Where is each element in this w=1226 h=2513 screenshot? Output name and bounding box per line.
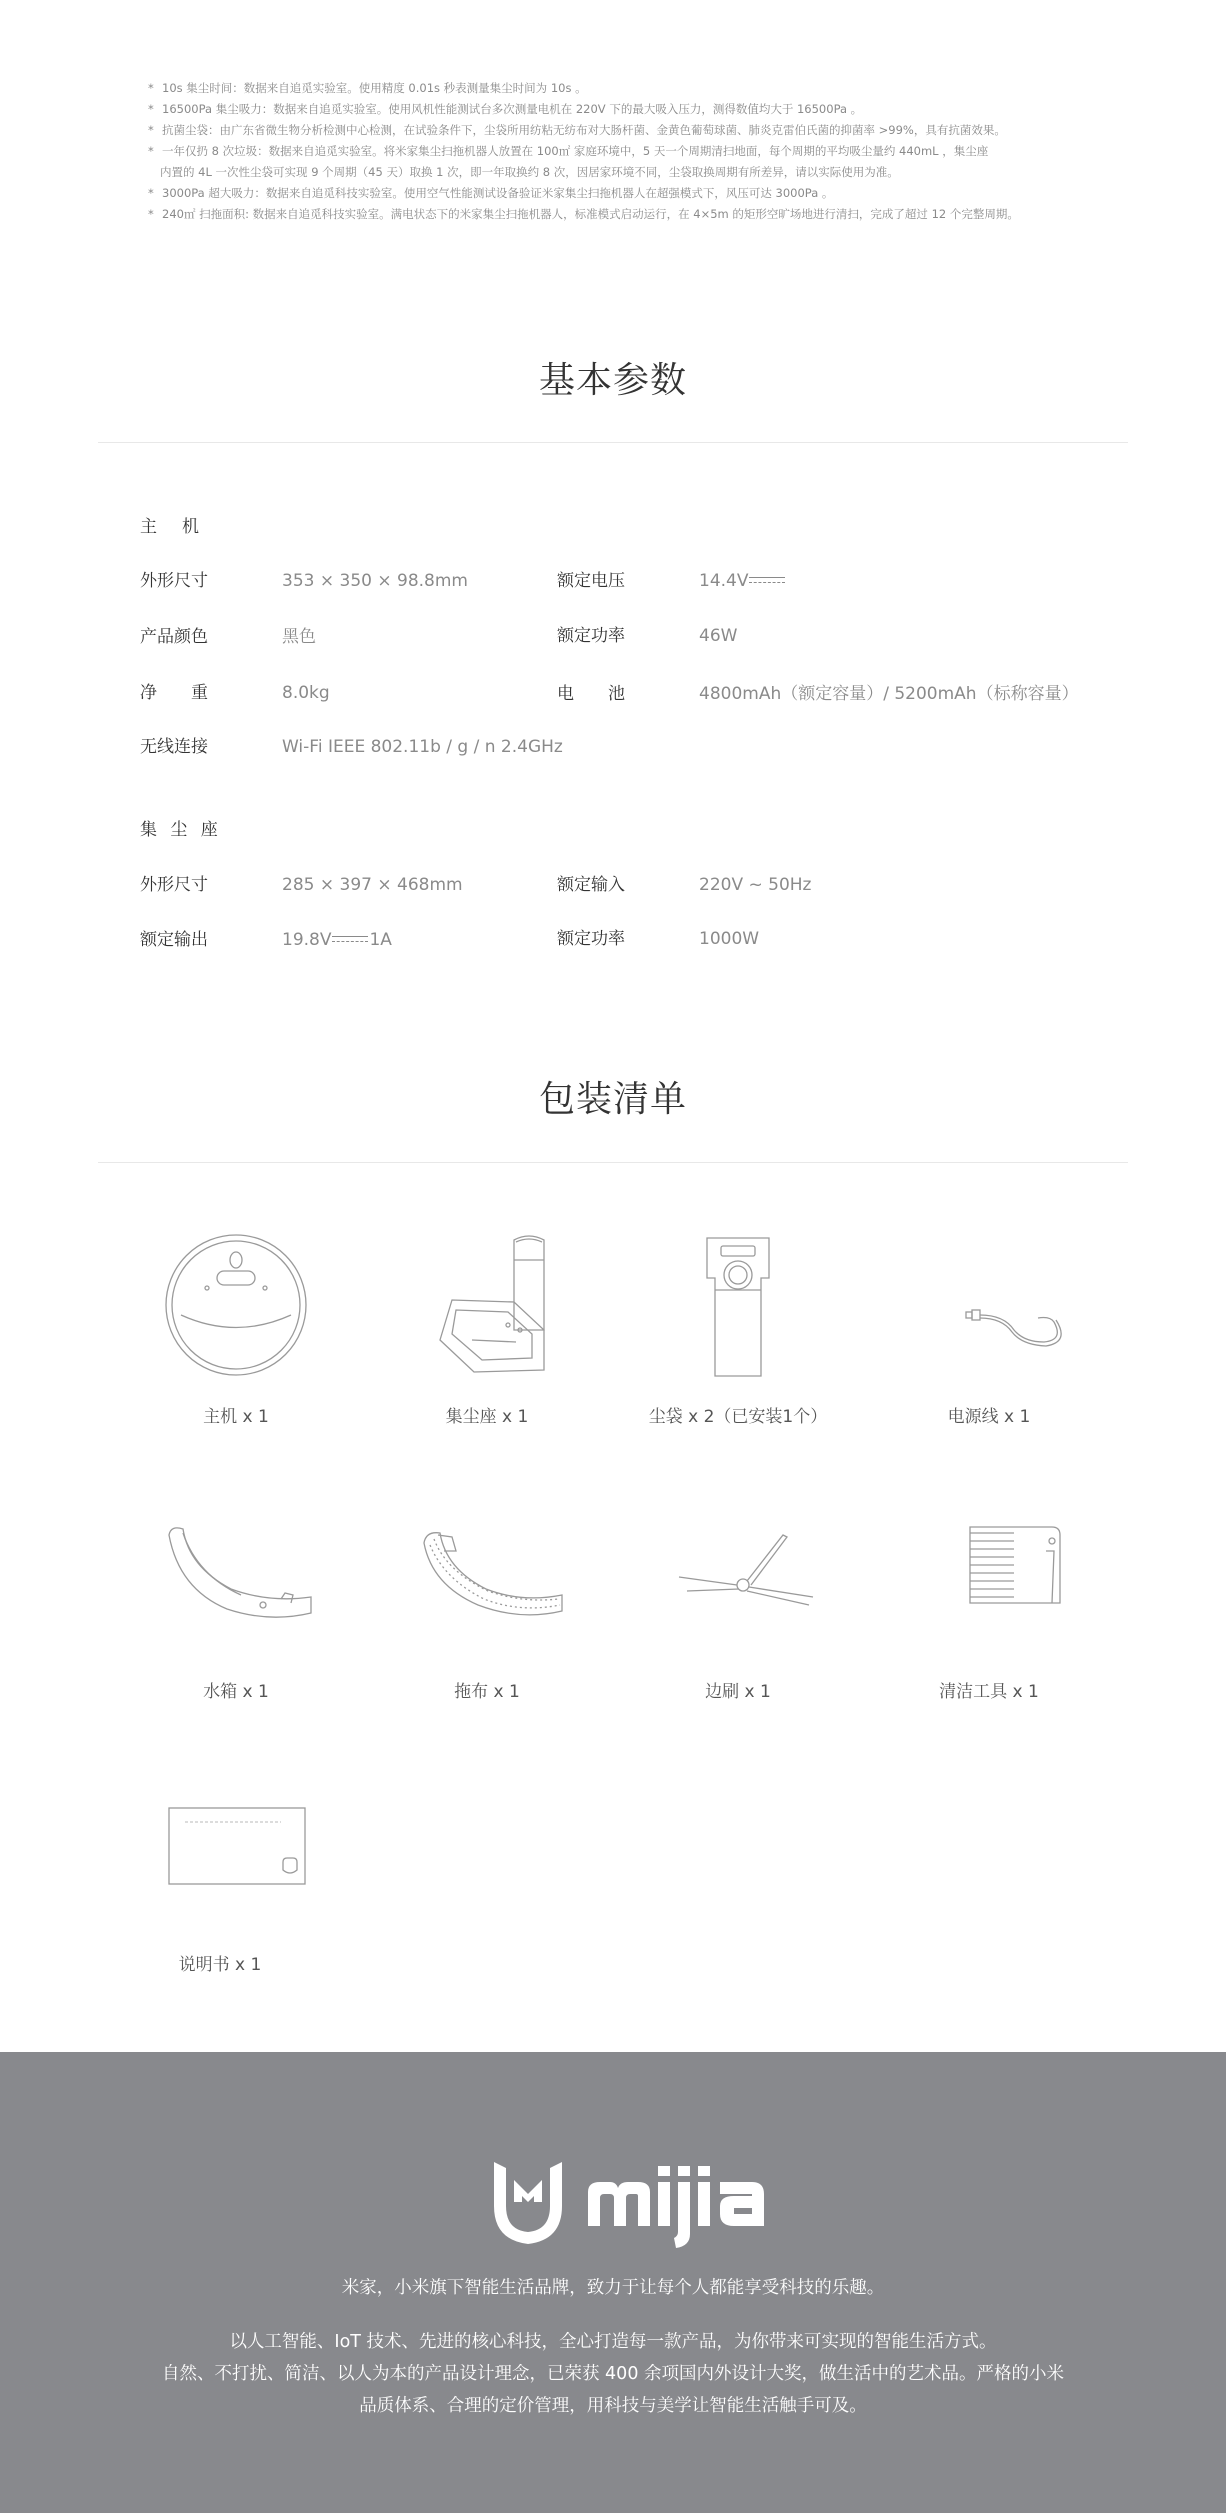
divider (98, 1162, 1128, 1163)
spec-value: 8.0kg (282, 683, 330, 703)
footnote: 内置的 4L 一次性尘袋可实现 9 个周期（45 天）取换 1 次，即一年取换约 8 次，因居家环境不同，尘袋取换周期有所差异，请以实际使用为准。 (160, 165, 899, 179)
spec-row (557, 624, 738, 648)
footnote: * 240㎡ 扫拖面积: 数据来自追觅科技实验室。满电状态下的米家集尘扫拖机器人，标准模式启动运行，在 4×5m 的矩形空旷场地进行清扫，完成了超过 12 个完整周期。 (148, 204, 1108, 225)
spec-key: 产品颜色 (140, 627, 208, 647)
spec-key: 外形尺寸 (140, 571, 208, 591)
spec-key: 外形尺寸 (140, 875, 208, 895)
manual-icon (161, 1790, 311, 1890)
package-item-label: 集尘座 x 1 (445, 1407, 529, 1427)
spec-value: 1000W (699, 929, 760, 949)
spec-value: 285 × 397 × 468mm (282, 875, 463, 895)
spec-value: 220V ~ 50Hz (699, 875, 812, 895)
spec-key: 电 池 (557, 684, 625, 704)
package-item-label: 边刷 x 1 (705, 1682, 771, 1702)
side-brush-icon (663, 1505, 813, 1655)
footer-tagline: 米家，小米旗下智能生活品牌，致力于让每个人都能享受科技的乐趣。 (341, 2278, 885, 2298)
footnote: * 一年仅扔 8 次垃圾：数据来自追觅实验室。将米家集尘扫拖机器人放置在 100㎡ 家庭环境中，5 天一个周期清扫地面，每个周期的平均吸尘量约 440mL ，集尘座 (148, 141, 1108, 162)
spec-row (557, 873, 812, 897)
spec-value: Wi-Fi IEEE 802.11b / g / n 2.4GHz (282, 737, 563, 757)
spec-value-text: 1A (369, 930, 392, 950)
spec-row (140, 625, 316, 649)
water-tank-icon (161, 1505, 311, 1655)
package-item-label: 电源线 x 1 (947, 1407, 1031, 1427)
footnote: * 16500Pa 集尘吸力：数据来自追觅实验室。使用风机性能测试台多次测量电机在 220V 下的最大吸入压力，测得数值均大于 16500Pa 。 (148, 99, 1108, 120)
spec-key: 额定功率 (557, 929, 625, 949)
dust-bag-icon (663, 1230, 813, 1380)
spec-key: 额定输入 (557, 875, 625, 895)
package-item (362, 1505, 612, 1702)
spec-row (557, 569, 749, 593)
brand-footer (0, 2052, 1226, 2513)
spec-row (140, 681, 330, 705)
package-item (864, 1505, 1114, 1702)
power-cord-icon (914, 1230, 1064, 1380)
spec-key: 额定输出 (140, 930, 208, 950)
spec-key: 额定电压 (557, 571, 625, 591)
package-item (111, 1505, 361, 1702)
brand-name: mijia (490, 2143, 529, 2162)
spec-row (140, 928, 392, 952)
spec-row (140, 873, 463, 897)
spec-key: 净 重 (140, 683, 208, 703)
package-title: 包装清单 (538, 1079, 687, 1120)
footnote: * 10s 集尘时间：数据来自追觅实验室。使用精度 0.01s 秒表测量集尘时间为 10s 。 (148, 78, 1108, 99)
package-item (613, 1505, 863, 1702)
spec-row (140, 569, 468, 593)
spec-row (140, 735, 563, 759)
host-group-title: 主 机 (140, 517, 203, 537)
package-item (613, 1230, 863, 1427)
package-item-label: 说明书 x 1 (178, 1955, 262, 1975)
spec-value: 46W (699, 626, 738, 646)
footer-text: 品质体系、合理的定价管理，用科技与美学让智能生活触手可及。 (359, 2396, 867, 2416)
mop-pad-icon (412, 1505, 562, 1655)
spec-value-text: 14.4V (699, 571, 749, 591)
package-item (111, 1230, 361, 1427)
dc-symbol-icon (332, 935, 368, 945)
package-item-label: 主机 x 1 (203, 1407, 269, 1427)
package-item-label: 水箱 x 1 (203, 1682, 269, 1702)
mijia-logo-icon (490, 2143, 770, 2248)
divider (98, 442, 1128, 443)
package-item (111, 1790, 361, 1975)
package-item (362, 1230, 612, 1427)
dust-station-icon (412, 1230, 562, 1380)
spec-key: 额定功率 (557, 626, 625, 646)
footnote: * 3000Pa 超大吸力：数据来自追觅科技实验室。使用空气性能测试设备验证米家集尘扫拖机器人在超强模式下，风压可达 3000Pa 。 (148, 183, 1108, 204)
footnote: * 抗菌尘袋：由广东省微生物分析检测中心检测，在试验条件下，尘袋所用纺粘无纺布对大肠杆菌、金黄色葡萄球菌、肺炎克雷伯氏菌的抑菌率 >99%，具有抗菌效果。 (148, 120, 1108, 141)
package-item (864, 1230, 1114, 1427)
dc-symbol-icon (749, 576, 785, 586)
cleaning-tool-icon (914, 1505, 1064, 1655)
robot-vacuum-icon (161, 1230, 311, 1380)
spec-row (557, 682, 1079, 706)
footnotes (148, 78, 1108, 225)
spec-value: 353 × 350 × 98.8mm (282, 571, 468, 591)
package-item-label: 尘袋 x 2（已安装1个） (648, 1407, 828, 1427)
dock-group-title: 集 尘 座 (140, 820, 222, 840)
spec-value (282, 928, 392, 952)
specs-title: 基本参数 (538, 360, 687, 401)
spec-row (557, 927, 760, 951)
footer-text: 以人工智能、IoT 技术、先进的核心科技，全心打造每一款产品，为你带来可实现的智能生活方式。 (229, 2332, 997, 2352)
footer-text: 自然、不打扰、简洁、以人为本的产品设计理念，已荣获 400 余项国内外设计大奖，做生活中的艺术品。严格的小米 (161, 2364, 1065, 2384)
spec-value: 4800mAh（额定容量）/ 5200mAh（标称容量） (699, 684, 1079, 704)
spec-value (699, 569, 786, 593)
package-item-label: 拖布 x 1 (454, 1682, 520, 1702)
spec-value-text: 19.8V (282, 930, 332, 950)
spec-key: 无线连接 (140, 737, 208, 757)
spec-value: 黑色 (282, 627, 316, 647)
package-item-label: 清洁工具 x 1 (939, 1682, 1039, 1702)
